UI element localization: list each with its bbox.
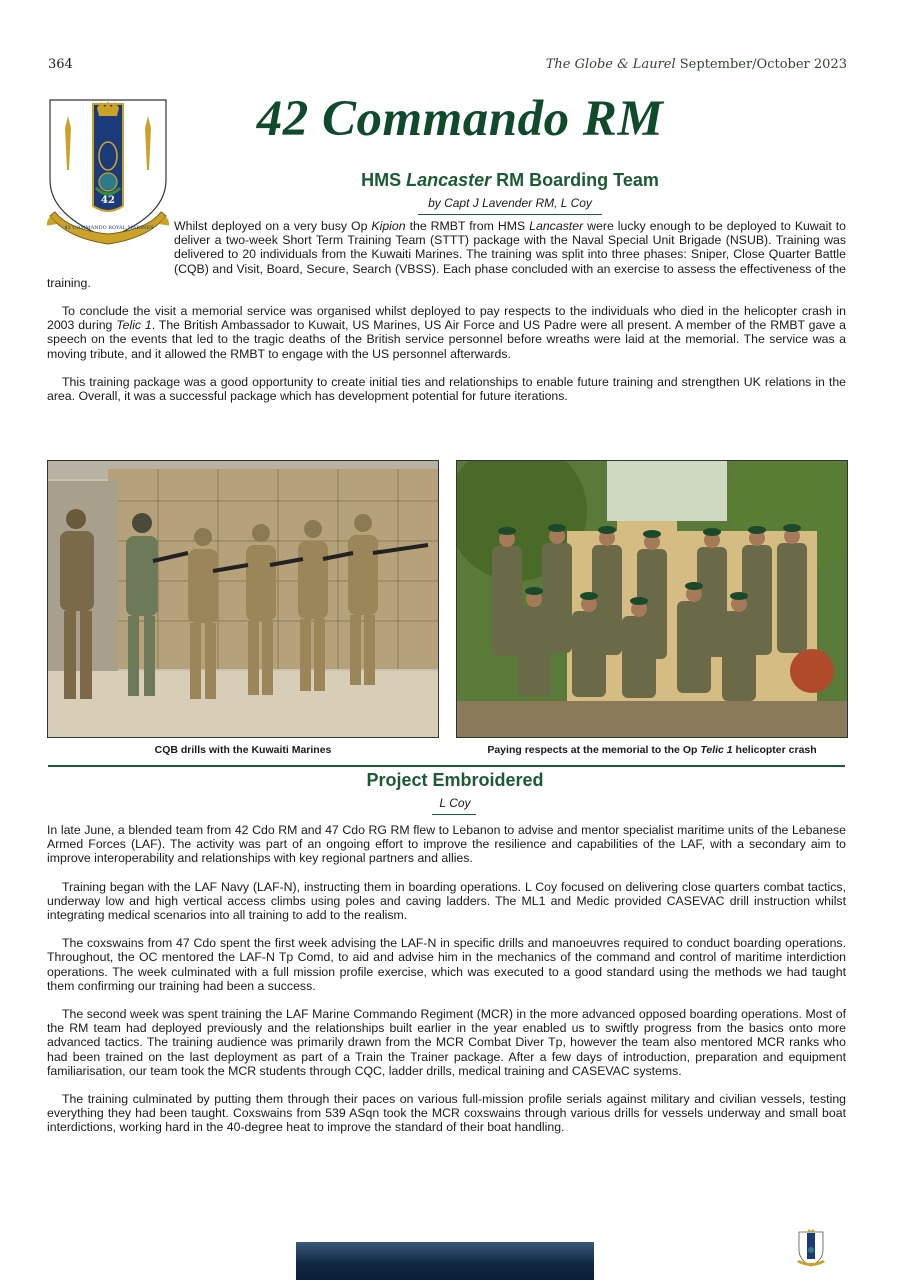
byline-underline [418,214,602,215]
text-run: Telic 1 [116,318,152,333]
magazine-title: The Globe & Laurel [545,57,676,72]
byline-underline [432,814,476,815]
heading-part: HMS [361,170,407,190]
photo-caption [456,744,848,756]
photo-memorial [456,460,848,738]
paragraph: The second week was spent training the LAF Marine Commando Regiment (MCR) in the more advanced opposed boarding operations. Most of the RM team had deployed previously and the relationships built earlier in the year enabled us to swiftly progress from the basics onto more advanced tactics. The training audience was primarily drawn from the MCR Combat Diver Tp, however the team also mentored MCR ranks who had been trained on the last deployment as part of a Train the Trainer package. After a few days of introduction, preparation and equipment familiarisation, our team took the MCR students through CQC, ladder drills, medical training and CASEVAC systems. [47,1007,846,1078]
section-divider [48,765,845,767]
text-run: To conclude the visit a memorial service was organised whilst deployed to pay respects to the individuals who died in the helicopter crash in 2003 during [47,304,846,333]
paragraph [47,304,846,361]
text-run: helicopter crash [732,744,817,756]
paragraph: The training culminated by putting them through their paces on various full-mission profile serials against military and civilian vessels, testing everything they had been taught. Coxswains from 539 ASqn took the MCR coxswains through various drills for vessels underway and small boat interdictions, working hard in the 40-degree heat to improve the standard of their boat handling. [47,1092,846,1135]
paragraph: In late June, a blended team from 42 Cdo RM and 47 Cdo RG RM flew to Lebanon to advise and mentor specialist maritime units of the Lebanese Armed Forces (LAF). The activity was part of an ongoing effort to improve the resilience and capabilities of the LAF, with a secondary aim to improve interoperability and relationships with key regional partners and allies. [47,823,846,866]
text-run: . The British Ambassador to Kuwait, US Marines, US Air Force and US Padre were all present. A member of the RMBT gave a speech on the events that led to the tragic deaths of the British service personnel before wreaths were laid at the memorial. The service was a moving tribute, and it allowed the RMBT to engage with the US personnel afterwards. [47,318,847,361]
magazine-header [546,57,847,72]
text-run: were lucky enough to be deployed to Kuwait to deliver a two-week Short Term Training Team (STTT) package with the Naval Special Unit Brigade (NSUB). Training was delivered to 20 individuals from the Kuwaiti Marines. The training was split into three phases: Sniper, Close Quarter Battle (CQB) and Visit, Board, Secure, Search (VBSS). Each phase concluded with an exercise to assess the effectiveness of the training. [47,219,846,290]
article-heading [330,170,690,191]
heading-ship-name: Lancaster [406,170,492,190]
crest-banner-text: 42 COMMANDO ROYAL MARINES [64,225,154,231]
text-run: Kipion [371,219,406,233]
paragraph: This training package was a good opportunity to create initial ties and relationships to enable future training and strengthen UK relations in the area. Overall, it was a successful package which has development potential for future iterations. [47,374,846,404]
corps-crest-icon [795,1228,827,1270]
text-run: Lancaster [529,219,584,233]
page-number: 364 [48,57,73,72]
paragraph: Training began with the LAF Navy (LAF-N), instructing them in boarding operations. L Coy focused on delivering close quarters combat tactics, underway low and high vertical access climbs using poles and caving ladders. The ML1 and Medic provided CASEVAC drill instruction whilst integrating medical scenarios into all training to add to the realism. [47,879,846,923]
article-byline: by Capt J Lavender RM, L Coy [428,196,592,210]
crest-wrap-spacer [47,219,174,264]
text-run: Paying respects at the memorial to the Op [487,744,701,756]
heading-part: RM Boarding Team [491,170,659,190]
article-body [47,219,846,417]
photo-cqb-drills [47,460,439,738]
article-body [47,823,846,1149]
paragraph: The coxswains from 47 Cdo spent the first week advising the LAF-N in specific drills and manoeuvres required to conduct boarding operations. Throughout, the OC mentored the LAF-N Tp Comd, to aid and advise him in the mechanics of the command and control of maritime interdiction operations. The week culminated with a full mission profile exercise, which was executed to a good standard using the methods we had taught them confirming our training had been a success. [47,936,846,993]
footer-bar [296,1242,594,1280]
crest-number: 42 [101,195,115,206]
article-byline: L Coy [439,796,471,810]
text-run: Telic 1 [700,744,733,756]
photo-caption: CQB drills with the Kuwaiti Marines [154,744,332,756]
page-title: 42 Commando RM [256,91,664,147]
issue-date: September/October 2023 [679,57,847,72]
text-run: Whilst deployed on a very busy Op [174,219,372,233]
article-heading: Project Embroidered [366,770,544,790]
text-run: the RMBT from HMS [405,219,530,233]
